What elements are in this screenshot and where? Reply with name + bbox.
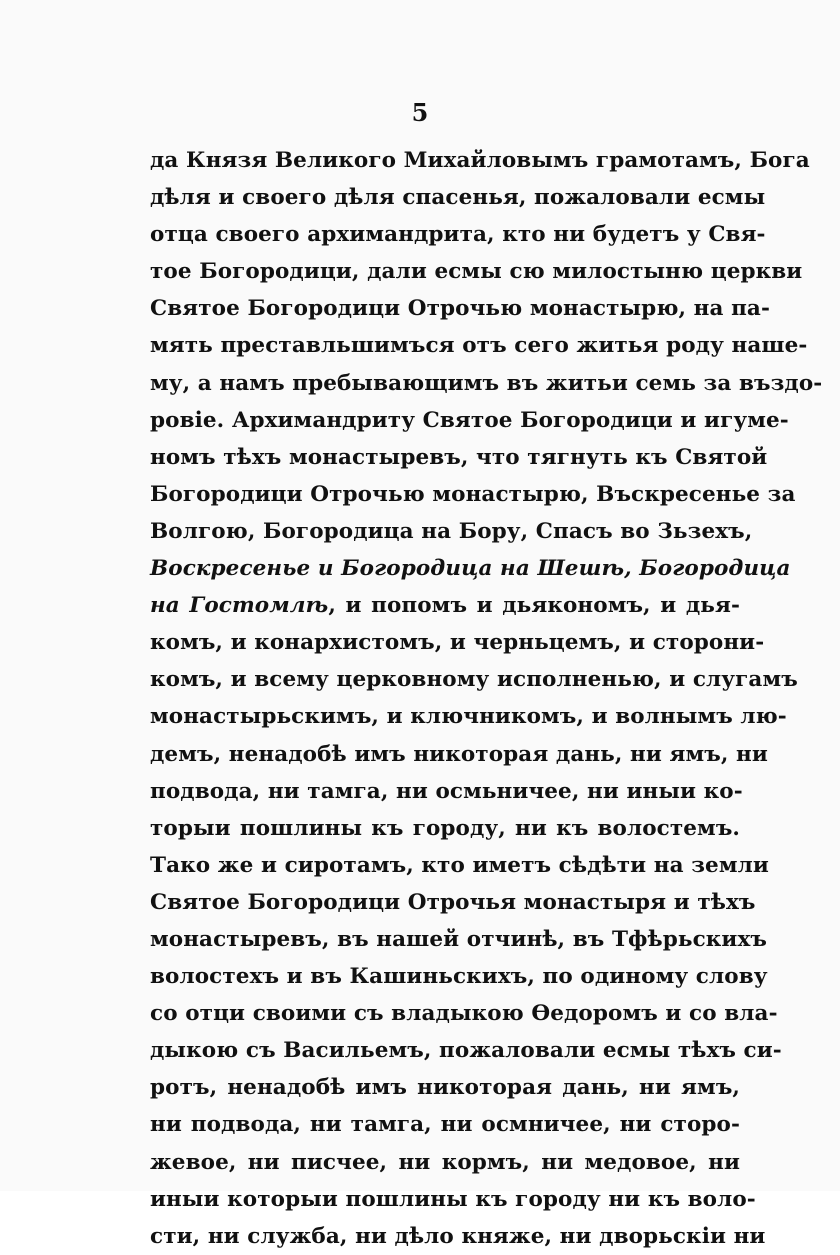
text-line: со отци своими съ владыкою Өедоромъ и со вла- bbox=[150, 1001, 778, 1027]
text-line: жевое, ни писчее, ни кормъ, ни медовое, ни bbox=[150, 1149, 740, 1175]
text-line: волостехъ и въ Кашиньскихъ, по одиному слову bbox=[150, 964, 768, 990]
text-line: номъ тѣхъ монастыревъ, что тягнуть къ Святой bbox=[150, 444, 768, 470]
text-line: демъ, ненадобѣ имъ никоторая дань, ни ямъ, ни bbox=[150, 741, 768, 767]
text-line: му, а намъ пребывающимъ въ житьи семь за въздо- bbox=[150, 370, 823, 396]
text-line: на Гостомлѣ, и попомъ и дьякономъ, и дья- bbox=[150, 593, 740, 619]
text-line: ровіе. Архимандриту Святое Богородици и игуме- bbox=[150, 407, 789, 433]
text-line: комъ, и конархистомъ, и черньцемъ, и сторони- bbox=[150, 630, 765, 656]
text-line: торыи пошлины къ городу, ни къ волостемъ. bbox=[150, 815, 740, 841]
text-line: ротъ, ненадобѣ имъ никоторая дань, ни ямъ, bbox=[150, 1075, 740, 1101]
text-line: ни подвода, ни тамга, ни осмничее, ни сторо- bbox=[150, 1112, 740, 1138]
text-line: Святое Богородици Отрочью монастырю, на па- bbox=[150, 296, 770, 322]
text-line: Святое Богородици Отрочья монастыря и тѣхъ bbox=[150, 889, 756, 915]
text-line: Тако же и сиротамъ, кто иметъ сѣдѣти на земли bbox=[150, 852, 769, 878]
text-line: да Князя Великого Михайловымъ грамотамъ, Бога bbox=[150, 148, 810, 173]
text-line: сти, ни служба, ни дѣло княже, ни дворьскіи ни bbox=[150, 1223, 766, 1249]
text-line: дѣля и своего дѣля спасенья, пожаловали есмы bbox=[150, 185, 766, 211]
text-line: комъ, и всему церковному исполненью, и слугамъ bbox=[150, 667, 798, 693]
page-number: 5 bbox=[411, 98, 429, 127]
text-line: отца своего архимандрита, кто ни будетъ у Свя- bbox=[150, 222, 766, 248]
text-line: Богородици Отрочью монастырю, Въскресенье за bbox=[150, 481, 796, 507]
text-line: тое Богородици, дали есмы сю милостыню церкви bbox=[150, 259, 803, 285]
text-line: подвода, ни тамга, ни осмьничее, ни иныи ко- bbox=[150, 778, 743, 804]
text-line: монастырьскимъ, и ключникомъ, и волнымъ лю- bbox=[150, 704, 787, 730]
text-line: мять преставльшимъся отъ сего житья роду наше- bbox=[150, 333, 808, 359]
text-line: дыкою съ Васильемъ, пожаловали есмы тѣхъ си- bbox=[150, 1038, 782, 1064]
text-line: монастыревъ, въ нашей отчинѣ, въ Тфѣрьскихъ bbox=[150, 926, 767, 952]
text-line: Воскресенье и Богородица на Шешѣ, Богородица bbox=[150, 556, 791, 582]
text-line: Волгою, Богородица на Бору, Спасъ во Зьзехъ, bbox=[150, 518, 753, 544]
text-line: иныи которыи пошлины къ городу ни къ воло- bbox=[150, 1186, 756, 1212]
body-text bbox=[150, 142, 823, 1255]
